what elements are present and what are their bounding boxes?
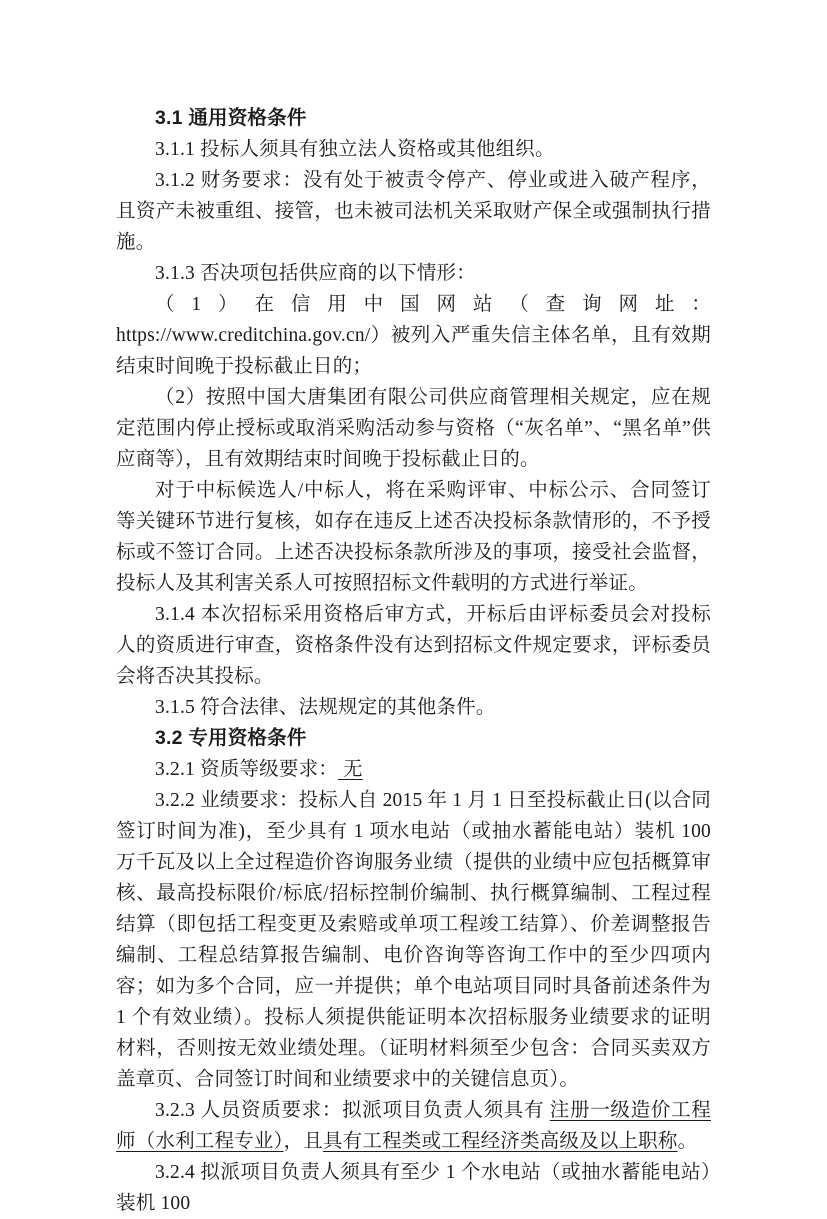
text-run: ，且 xyxy=(283,1131,323,1152)
clause-3-2-4 xyxy=(116,1157,711,1219)
text-run: 3.2.4 拟派项目负责人须具有至少 1 个水电站（或抽水蓄能电站）装机 100 xyxy=(116,1162,711,1214)
section-heading-3-1 xyxy=(116,103,711,134)
clause-3-1-3 xyxy=(116,258,711,289)
clause-3-1-2 xyxy=(116,165,711,258)
text-run: 3.2.1 资质等级要求： xyxy=(155,759,338,780)
text-run: 。 xyxy=(677,1131,698,1152)
text-run: 3.2 专用资格条件 xyxy=(155,727,307,749)
clause-3-1-3-item-2 xyxy=(116,382,711,475)
section-heading-3-2 xyxy=(116,723,711,754)
text-run: 3.1.3 否决项包括供应商的以下情形： xyxy=(155,263,476,284)
clause-3-1-1 xyxy=(116,134,711,165)
text-run: 3.1.4 本次招标采用资格后审方式，开标后由评标委员会对投标人的资质进行审查，资格条件没有达到招标文件规定要求，评标委员会将否决其投标。 xyxy=(116,604,711,687)
text-run: 对于中标候选人/中标人，将在采购评审、中标公示、合同签订等关键环节进行复核，如存在违反上述否决投标条款情形的，不予授标或不签订合同。上述否决投标条款所涉及的事项，接受社会监督，投标人及其利害关系人可按照招标文件载明的方式进行举证。 xyxy=(116,480,711,594)
clause-3-1-5 xyxy=(116,692,711,723)
clause-3-2-3 xyxy=(116,1095,711,1157)
clause-3-1-3-note xyxy=(116,475,711,599)
clause-3-2-1 xyxy=(116,754,711,785)
text-run: 3.2.2 业绩要求：投标人自 2015 年 1 月 1 日至投标截止日(以合同签订时间为准)，至少具有 1 项水电站（或抽水蓄能电站）装机 100 万千瓦及以上全过程造价咨询服务业绩（提供的业绩中应包括概算审核、最高投标限价/标底/招标控制价编制、执行概算编制、工程过程结算（即包括工程变更及索赔或单项工程竣工结算）、价差调整报告编制、工程总结算报告编制、电价咨询等咨询工作中的至少四项内容；如为多个合同，应一并提供；单个电站项目同时具备前述条件为 1 个有效业绩）。投标人须提供能证明本次招标服务业绩要求的证明材料，否则按无效业绩处理。（证明材料须至少包含：合同买卖双方盖章页、合同签订时间和业绩要求中的关键信息页）。 xyxy=(116,790,711,1090)
text-run: 3.1.2 财务要求：没有处于被责令停产、停业或进入破产程序，且资产未被重组、接管，也未被司法机关采取财产保全或强制执行措施。 xyxy=(116,170,711,253)
clause-3-1-3-item-1 xyxy=(116,289,711,382)
text-run: 3.1.5 符合法律、法规规定的其他条件。 xyxy=(155,697,496,718)
text-run: （2）按照中国大唐集团有限公司供应商管理相关规定，应在规定范围内停止授标或取消采购活动参与资格（“灰名单”、“黑名单”供应商等），且有效期结束时间晚于投标截止日的。 xyxy=(116,387,711,470)
document-body xyxy=(116,103,711,1219)
text-run: 3.2.3 人员资质要求：拟派项目负责人须具有 xyxy=(155,1100,550,1121)
underlined-text: 具有工程类或工程经济类高级及以上职称 xyxy=(322,1131,678,1152)
underlined-text: 无 xyxy=(337,759,363,780)
text-run: 3.1 通用资格条件 xyxy=(155,107,307,129)
underlined-text: 注册一级造价工程师（水利工程专业） xyxy=(116,1100,711,1152)
text-run: 3.1.1 投标人须具有独立法人资格或其他组织。 xyxy=(155,139,555,160)
clause-3-2-2 xyxy=(116,785,711,1095)
clause-3-1-4 xyxy=(116,599,711,692)
text-run: （1）在信用中国网站（查询网址：https://www.creditchina.gov.cn/）被列入严重失信主体名单，且有效期结束时间晚于投标截止日的； xyxy=(116,294,711,377)
